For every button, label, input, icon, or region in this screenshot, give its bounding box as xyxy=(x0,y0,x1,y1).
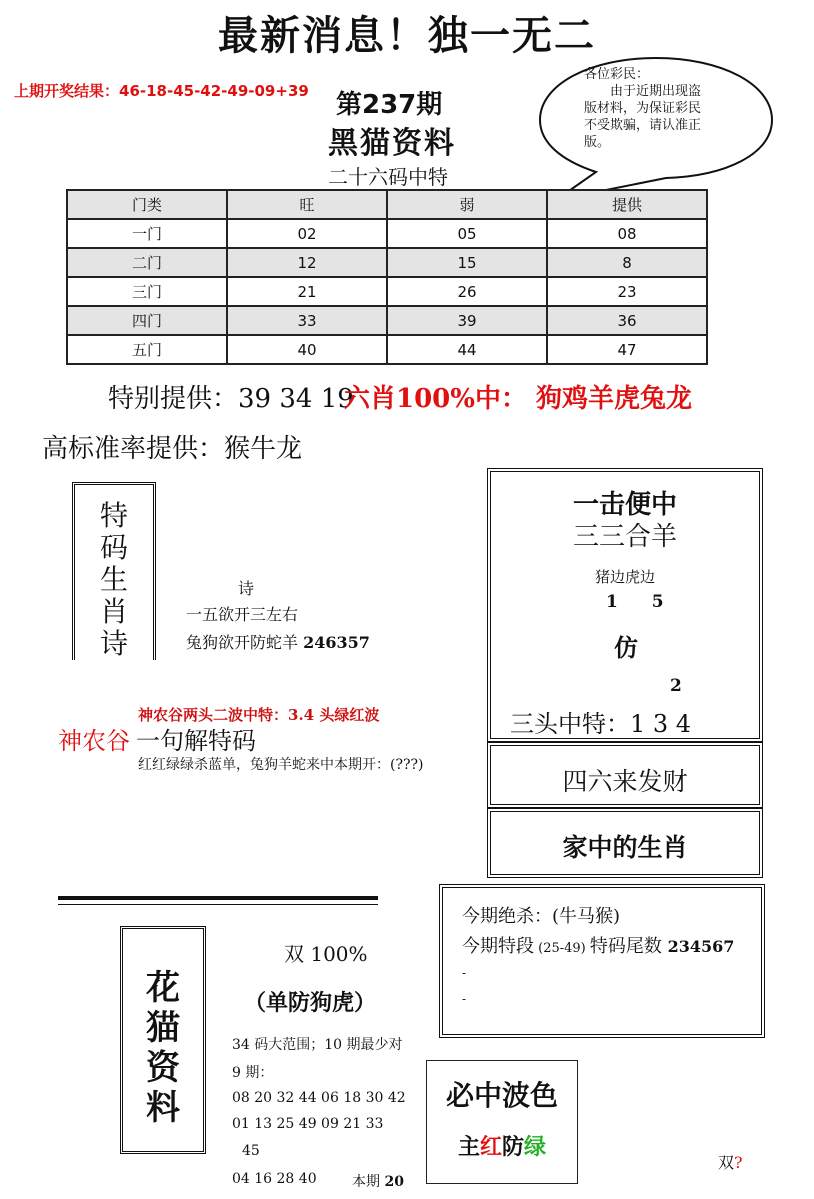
this-issue-number: 20 xyxy=(384,1174,404,1190)
table-caption: 二十六码中特 xyxy=(328,165,448,189)
table-cell: 08 xyxy=(547,219,707,248)
this-issue xyxy=(352,1171,404,1191)
shennong-title-red: 神农谷 xyxy=(58,727,130,755)
number-row: 08 20 32 44 06 18 30 42 xyxy=(232,1090,406,1106)
table-row xyxy=(67,306,707,335)
kill-tail-numbers xyxy=(462,932,734,958)
table-row xyxy=(67,335,707,364)
three-head-pick: 三头中特：1 3 4 xyxy=(510,710,692,738)
six-zodiac-pick: 六肖100%中： 狗鸡羊虎兔龙 xyxy=(344,384,693,414)
wave-red: 红 xyxy=(479,1134,502,1160)
divider xyxy=(58,896,378,900)
divider xyxy=(58,904,378,905)
one-hit-sides: 猪边虎边 xyxy=(594,568,655,586)
poem-title-char: 特 xyxy=(99,499,128,532)
table-row xyxy=(67,277,707,306)
one-hit-combo: 三三合羊 xyxy=(572,522,677,552)
wave-color-detail xyxy=(426,1130,578,1161)
table-header-cell: 旺 xyxy=(227,190,387,219)
poem-vertical-title xyxy=(72,500,156,660)
table-header-cell: 提供 xyxy=(547,190,707,219)
table-cell: 26 xyxy=(387,277,547,306)
table-cell: 三门 xyxy=(67,277,227,306)
table-row xyxy=(67,248,707,277)
poem-title-char: 码 xyxy=(99,531,128,564)
double-label: 双 xyxy=(718,1153,735,1172)
main-title: 最新消息！独一无二 xyxy=(218,12,596,59)
this-issue-label: 本期 xyxy=(352,1174,385,1190)
huamao-title-char: 资 xyxy=(146,1048,180,1088)
poem-line xyxy=(186,630,370,653)
shennong-hint: 神农谷两头二波中特：3.4 头绿红波 xyxy=(138,706,380,724)
one-hit-numbers: 1 5 xyxy=(606,592,678,612)
single-guard: （单防狗虎） xyxy=(244,990,377,1016)
wave-color-title: 必中波色 xyxy=(445,1079,558,1112)
kill-dash: - xyxy=(462,966,467,980)
table-cell: 8 xyxy=(547,248,707,277)
poem-title-char: 生 xyxy=(99,563,128,596)
last-draw-result: 上期开奖结果：46-18-45-42-49-09+39 xyxy=(14,82,309,100)
notice-line: 不受欺骗，请认准正 xyxy=(584,118,702,133)
notice-line: 由于近期出现盗 xyxy=(584,84,702,99)
range-line: 34 码大范围；10 期最少对 xyxy=(232,1037,403,1053)
notice-line: 版材料，为保证彩民 xyxy=(584,101,702,116)
fortune-text: 四六来发财 xyxy=(562,767,688,796)
huamao-vertical-title xyxy=(120,968,206,1128)
shennong-text: 红红绿绿杀蓝单，兔狗羊蛇来中本期开：(???) xyxy=(138,757,424,773)
wave-main: 主 xyxy=(457,1134,480,1160)
kill-segment-range: (25-49) xyxy=(534,941,590,956)
special-offer: 特别提供：39 34 19 xyxy=(108,384,354,414)
double-percent: 双 100% xyxy=(284,942,368,966)
table-cell: 12 xyxy=(227,248,387,277)
poem-title-char: 肖 xyxy=(99,595,128,628)
table-cell: 一门 xyxy=(67,219,227,248)
poem-label: 诗 xyxy=(238,579,255,598)
shennong-title: 一句解特码 xyxy=(136,727,256,755)
range-line: 9 期： xyxy=(232,1065,274,1081)
table-cell: 21 xyxy=(227,277,387,306)
table-cell: 15 xyxy=(387,248,547,277)
number-row: 04 16 28 40 xyxy=(232,1171,317,1187)
table-cell: 五门 xyxy=(67,335,227,364)
number-row: 45 xyxy=(242,1143,260,1159)
huamao-title-char: 猫 xyxy=(146,1008,180,1048)
table-cell: 02 xyxy=(227,219,387,248)
one-hit-title: 一击便中 xyxy=(572,490,677,520)
huamao-title-char: 花 xyxy=(146,968,180,1008)
huamao-title-char: 料 xyxy=(146,1088,180,1128)
table-cell: 四门 xyxy=(67,306,227,335)
kill-segment-label: 今期特段 xyxy=(462,936,534,957)
issue-number: 第237期 xyxy=(336,90,443,120)
table-cell: 40 xyxy=(227,335,387,364)
home-zodiac-text: 家中的生肖 xyxy=(562,833,688,862)
one-hit-fang: 仿 xyxy=(614,633,638,662)
poem-line-text: 兔狗欲开防蛇羊 xyxy=(186,633,304,652)
notice-line: 版。 xyxy=(584,135,611,150)
notice-text xyxy=(584,66,754,151)
number-table xyxy=(66,189,708,365)
table-cell: 36 xyxy=(547,306,707,335)
kill-tail-label: 特码尾数 xyxy=(589,936,668,957)
table-header-cell: 弱 xyxy=(387,190,547,219)
table-header-cell: 门类 xyxy=(67,190,227,219)
table-row xyxy=(67,219,707,248)
double-question xyxy=(718,1150,743,1173)
table-cell: 二门 xyxy=(67,248,227,277)
question-mark: ? xyxy=(734,1153,743,1172)
material-name: 黑猫资料 xyxy=(328,126,456,161)
table-cell: 33 xyxy=(227,306,387,335)
high-accuracy-pick: 高标准率提供：猴牛龙 xyxy=(42,434,303,464)
table-cell: 39 xyxy=(387,306,547,335)
kill-dash: - xyxy=(462,992,467,1006)
wave-green: 绿 xyxy=(524,1134,547,1160)
one-hit-two: 2 xyxy=(670,676,682,696)
kill-tail-value: 234567 xyxy=(667,937,735,956)
table-cell: 44 xyxy=(387,335,547,364)
number-row: 01 13 25 49 09 21 33 xyxy=(232,1116,384,1132)
table-cell: 23 xyxy=(547,277,707,306)
table-header-row xyxy=(67,190,707,219)
kill-zodiac: 今期绝杀：(牛马猴) xyxy=(462,906,621,927)
table-cell: 05 xyxy=(387,219,547,248)
table-cell: 47 xyxy=(547,335,707,364)
poem-line-numbers: 246357 xyxy=(303,633,370,652)
wave-guard: 防 xyxy=(502,1134,525,1160)
notice-line: 各位彩民： xyxy=(584,67,650,82)
poem-line: 一五欲开三左右 xyxy=(186,605,299,624)
poem-title-char: 诗 xyxy=(99,627,128,660)
